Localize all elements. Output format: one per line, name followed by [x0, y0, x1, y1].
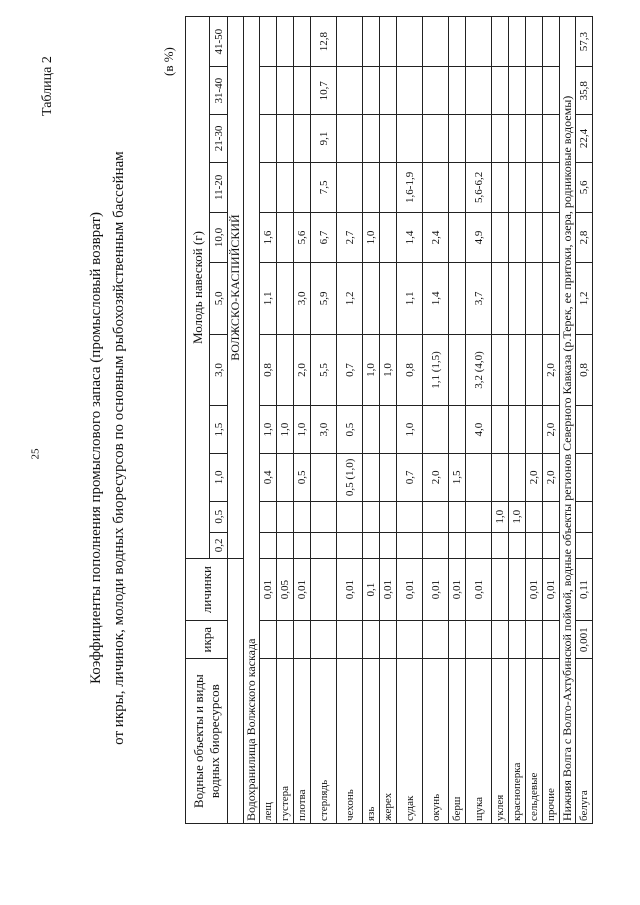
- weight-value: [380, 532, 397, 558]
- weight-header: 0,5: [210, 501, 228, 532]
- table-row: [397, 17, 423, 824]
- weight-value: [509, 162, 526, 212]
- weight-value: 0,8: [576, 334, 593, 406]
- ikra-value: [294, 621, 311, 659]
- weight-value: [311, 532, 337, 558]
- lichinki-value: 0,01: [526, 559, 543, 621]
- weight-value: 1,0: [277, 406, 294, 454]
- weight-value: [294, 162, 311, 212]
- weight-value: 1,1: [260, 263, 277, 335]
- weight-value: [311, 501, 337, 532]
- weight-value: 0,8: [260, 334, 277, 406]
- table-row: [509, 17, 526, 824]
- weight-value: 2,7: [337, 212, 363, 262]
- section-volga-caspian: ВОЛЖСКО-КАСПИЙСКИЙ: [228, 17, 244, 559]
- weight-value: 1,2: [337, 263, 363, 335]
- weight-value: 57,3: [576, 17, 593, 67]
- weight-value: [492, 532, 509, 558]
- weight-value: [363, 17, 380, 67]
- ikra-value: [260, 621, 277, 659]
- ikra-value: [526, 621, 543, 659]
- weight-value: [543, 532, 560, 558]
- header-ikra: икра: [186, 621, 228, 659]
- species-name: лещ: [260, 659, 277, 824]
- weight-value: [397, 115, 423, 163]
- species-name: белуга: [576, 659, 593, 824]
- table-label: Таблица 2: [40, 56, 55, 116]
- weight-value: 2,0: [423, 454, 449, 502]
- weight-value: [543, 162, 560, 212]
- weight-value: 0,4: [260, 454, 277, 502]
- weight-value: [397, 501, 423, 532]
- weight-value: [466, 115, 492, 163]
- weight-value: [337, 17, 363, 67]
- header-molod: Молодь навеской (г): [186, 17, 210, 559]
- weight-value: [423, 17, 449, 67]
- lichinki-value: 0,01: [397, 559, 423, 621]
- weight-header: 3,0: [210, 334, 228, 406]
- weight-value: 5,6: [576, 162, 593, 212]
- weight-value: 6,7: [311, 212, 337, 262]
- weight-value: [380, 17, 397, 67]
- lichinki-value: 0,01: [466, 559, 492, 621]
- weight-value: [492, 334, 509, 406]
- weight-value: [380, 501, 397, 532]
- weight-value: 1,1: [397, 263, 423, 335]
- weight-value: [277, 263, 294, 335]
- weight-value: [576, 501, 593, 532]
- weight-value: [337, 532, 363, 558]
- weight-header: 1,5: [210, 406, 228, 454]
- weight-value: 1,2: [576, 263, 593, 335]
- weight-value: 3,2 (4,0): [466, 334, 492, 406]
- weight-value: [509, 263, 526, 335]
- weight-value: 0,7: [337, 334, 363, 406]
- weight-value: [277, 212, 294, 262]
- weight-value: [492, 454, 509, 502]
- weight-value: [294, 501, 311, 532]
- weight-value: [543, 115, 560, 163]
- table-row: [543, 17, 560, 824]
- weight-value: 1,6: [260, 212, 277, 262]
- table-row: [363, 17, 380, 824]
- species-name: язь: [363, 659, 380, 824]
- weight-value: [277, 454, 294, 502]
- weight-value: [397, 17, 423, 67]
- ikra-value: 0,001: [576, 621, 593, 659]
- ikra-value: [337, 621, 363, 659]
- weight-value: 2,0: [543, 406, 560, 454]
- weight-value: [509, 67, 526, 115]
- species-name: уклея: [492, 659, 509, 824]
- weight-value: [492, 212, 509, 262]
- weight-value: 1,0: [397, 406, 423, 454]
- table-row: [337, 17, 363, 824]
- weight-value: [260, 501, 277, 532]
- weight-value: [380, 406, 397, 454]
- weight-value: [466, 454, 492, 502]
- weight-value: [509, 454, 526, 502]
- weight-value: [260, 115, 277, 163]
- weight-value: [363, 454, 380, 502]
- weight-value: 7,5: [311, 162, 337, 212]
- weight-value: [526, 501, 543, 532]
- weight-value: [380, 212, 397, 262]
- weight-value: [311, 454, 337, 502]
- weight-value: [423, 532, 449, 558]
- coefficients-table: [185, 16, 593, 824]
- weight-value: [509, 532, 526, 558]
- weight-value: [526, 212, 543, 262]
- weight-value: [492, 162, 509, 212]
- weight-value: 9,1: [311, 115, 337, 163]
- ikra-value: [397, 621, 423, 659]
- weight-value: [449, 115, 466, 163]
- weight-value: [526, 406, 543, 454]
- weight-value: 3,0: [311, 406, 337, 454]
- weight-value: 1,0: [509, 501, 526, 532]
- blank-cell: [228, 559, 244, 824]
- species-name: судак: [397, 659, 423, 824]
- weight-value: [526, 263, 543, 335]
- weight-value: [294, 17, 311, 67]
- ikra-value: [423, 621, 449, 659]
- weight-value: [466, 501, 492, 532]
- weight-value: [526, 17, 543, 67]
- lichinki-value: [311, 559, 337, 621]
- weight-value: 12,8: [311, 17, 337, 67]
- species-name: густера: [277, 659, 294, 824]
- species-name: прочие: [543, 659, 560, 824]
- ikra-value: [492, 621, 509, 659]
- weight-value: [449, 17, 466, 67]
- weight-value: [294, 115, 311, 163]
- weight-value: [509, 212, 526, 262]
- weight-value: [380, 115, 397, 163]
- weight-value: [423, 162, 449, 212]
- section-volga-reservoirs: Водохранилища Волжского каскада: [244, 17, 260, 824]
- weight-value: [260, 17, 277, 67]
- weight-value: [543, 67, 560, 115]
- weight-value: 35,8: [576, 67, 593, 115]
- weight-value: 3,0: [294, 263, 311, 335]
- weight-value: [492, 67, 509, 115]
- weight-value: [543, 17, 560, 67]
- weight-value: [277, 17, 294, 67]
- weight-value: 22,4: [576, 115, 593, 163]
- species-name: плотва: [294, 659, 311, 824]
- table-row: [423, 17, 449, 824]
- weight-value: 1,4: [397, 212, 423, 262]
- weight-value: 0,5: [337, 406, 363, 454]
- weight-value: [492, 263, 509, 335]
- weight-value: [363, 532, 380, 558]
- weight-value: 10,7: [311, 67, 337, 115]
- page-number: 25: [29, 448, 42, 460]
- lichinki-value: [492, 559, 509, 621]
- weight-value: 1,5: [449, 454, 466, 502]
- weight-value: [543, 212, 560, 262]
- lichinki-value: 0,01: [449, 559, 466, 621]
- lichinki-value: 0,01: [423, 559, 449, 621]
- weight-value: [380, 263, 397, 335]
- weight-header: 0,2: [210, 532, 228, 558]
- species-name: щука: [466, 659, 492, 824]
- weight-value: 5,6: [294, 212, 311, 262]
- weight-value: [337, 67, 363, 115]
- weight-header: 21-30: [210, 115, 228, 163]
- lichinki-value: 0,11: [576, 559, 593, 621]
- weight-value: 1,0: [380, 334, 397, 406]
- weight-value: [449, 162, 466, 212]
- weight-value: [260, 162, 277, 212]
- weight-header: 10,0: [210, 212, 228, 262]
- weight-value: 0,8: [397, 334, 423, 406]
- table-row: [294, 17, 311, 824]
- species-name: берш: [449, 659, 466, 824]
- weight-value: [337, 501, 363, 532]
- weight-value: [260, 532, 277, 558]
- weight-value: 0,5 (1,0): [337, 454, 363, 502]
- weight-value: [576, 532, 593, 558]
- weight-value: [277, 67, 294, 115]
- weight-value: [337, 115, 363, 163]
- weight-header: 31-40: [210, 67, 228, 115]
- weight-value: 1,0: [492, 501, 509, 532]
- weight-value: [423, 115, 449, 163]
- weight-value: 1,1 (1,5): [423, 334, 449, 406]
- weight-value: 4,0: [466, 406, 492, 454]
- weight-value: 2,0: [526, 454, 543, 502]
- weight-value: 2,4: [423, 212, 449, 262]
- weight-value: [576, 454, 593, 502]
- lichinki-value: 0,01: [260, 559, 277, 621]
- weight-value: [363, 406, 380, 454]
- lichinki-value: 0,05: [277, 559, 294, 621]
- weight-value: 2,0: [543, 334, 560, 406]
- weight-value: [277, 501, 294, 532]
- table-row: [526, 17, 543, 824]
- table-row: [277, 17, 294, 824]
- weight-value: [337, 162, 363, 212]
- species-name: красноперка: [509, 659, 526, 824]
- ikra-value: [466, 621, 492, 659]
- table-row: [380, 17, 397, 824]
- weight-value: [363, 263, 380, 335]
- weight-value: [509, 406, 526, 454]
- weight-value: 1,6-1,9: [397, 162, 423, 212]
- weight-value: [380, 67, 397, 115]
- weight-value: 0,5: [294, 454, 311, 502]
- species-name: жерех: [380, 659, 397, 824]
- lichinki-value: 0,01: [337, 559, 363, 621]
- species-name: стерлядь: [311, 659, 337, 824]
- weight-value: [526, 532, 543, 558]
- table-row: [576, 17, 593, 824]
- weight-value: [363, 162, 380, 212]
- weight-value: 5,6-6,2: [466, 162, 492, 212]
- table-row: [492, 17, 509, 824]
- weight-value: [526, 334, 543, 406]
- title-line-1: Коэффициенты пополнения промыслового запаса (промысловый возврат): [88, 212, 104, 685]
- weight-value: [380, 454, 397, 502]
- table-row: [466, 17, 492, 824]
- weight-value: [526, 115, 543, 163]
- weight-value: [526, 67, 543, 115]
- species-name: окунь: [423, 659, 449, 824]
- species-name: сельдевые: [526, 659, 543, 824]
- ikra-value: [543, 621, 560, 659]
- header-lichinki: личинки: [186, 559, 228, 621]
- weight-header: 41-50: [210, 17, 228, 67]
- ikra-value: [380, 621, 397, 659]
- weight-value: 1,4: [423, 263, 449, 335]
- header-objects: Водные объекты и виды водных биоресурсов: [186, 659, 228, 824]
- lichinki-value: 0,01: [294, 559, 311, 621]
- ikra-value: [363, 621, 380, 659]
- weight-value: 1,0: [294, 406, 311, 454]
- weight-value: [449, 263, 466, 335]
- weight-value: [294, 67, 311, 115]
- weight-value: 1,0: [260, 406, 277, 454]
- table-row: [449, 17, 466, 824]
- weight-value: 1,0: [363, 212, 380, 262]
- weight-value: [423, 406, 449, 454]
- unit-label: (в %): [161, 47, 176, 76]
- weight-value: [423, 67, 449, 115]
- weight-value: [363, 67, 380, 115]
- weight-value: [576, 406, 593, 454]
- weight-value: 0,7: [397, 454, 423, 502]
- weight-value: [449, 406, 466, 454]
- weight-value: [294, 532, 311, 558]
- weight-value: 2,0: [543, 454, 560, 502]
- weight-value: [449, 212, 466, 262]
- weight-value: [492, 115, 509, 163]
- weight-value: [449, 532, 466, 558]
- weight-value: 2,8: [576, 212, 593, 262]
- section-lower-volga: Нижняя Волга с Волго-Ахтубинской поймой, водные объекты регионов Северного Кавказа (р.Терек, ее притоки, озера, родниковые водоемы): [560, 17, 576, 824]
- weight-value: [397, 67, 423, 115]
- weight-value: [260, 67, 277, 115]
- weight-value: 5,9: [311, 263, 337, 335]
- ikra-value: [449, 621, 466, 659]
- weight-value: [492, 406, 509, 454]
- weight-value: 5,5: [311, 334, 337, 406]
- weight-value: 1,0: [363, 334, 380, 406]
- ikra-value: [311, 621, 337, 659]
- weight-value: 2,0: [294, 334, 311, 406]
- weight-value: [449, 501, 466, 532]
- weight-header: 11-20: [210, 162, 228, 212]
- weight-value: [509, 17, 526, 67]
- weight-value: [543, 263, 560, 335]
- weight-value: [509, 115, 526, 163]
- title-line-2: от икры, личинок, молоди водных биоресурсов по основным рыбохозяйственным бассейнам: [111, 151, 127, 745]
- lichinki-value: 0,01: [543, 559, 560, 621]
- weight-value: [526, 162, 543, 212]
- weight-value: [466, 17, 492, 67]
- weight-header: 1,0: [210, 454, 228, 502]
- weight-value: [492, 17, 509, 67]
- lichinki-value: 0,01: [380, 559, 397, 621]
- weight-value: [277, 334, 294, 406]
- weight-value: [466, 532, 492, 558]
- ikra-value: [509, 621, 526, 659]
- weight-value: [277, 162, 294, 212]
- lichinki-value: [509, 559, 526, 621]
- ikra-value: [277, 621, 294, 659]
- species-name: чехонь: [337, 659, 363, 824]
- weight-value: [449, 67, 466, 115]
- lichinki-value: 0,1: [363, 559, 380, 621]
- weight-value: [363, 501, 380, 532]
- table-row: [311, 17, 337, 824]
- weight-value: 4,9: [466, 212, 492, 262]
- table-row: [260, 17, 277, 824]
- weight-value: [277, 532, 294, 558]
- weight-value: [363, 115, 380, 163]
- weight-value: [423, 501, 449, 532]
- weight-value: [543, 501, 560, 532]
- weight-value: [380, 162, 397, 212]
- weight-header: 5,0: [210, 263, 228, 335]
- weight-value: [277, 115, 294, 163]
- weight-value: [397, 532, 423, 558]
- weight-value: [466, 67, 492, 115]
- weight-value: 3,7: [466, 263, 492, 335]
- weight-value: [509, 334, 526, 406]
- weight-value: [449, 334, 466, 406]
